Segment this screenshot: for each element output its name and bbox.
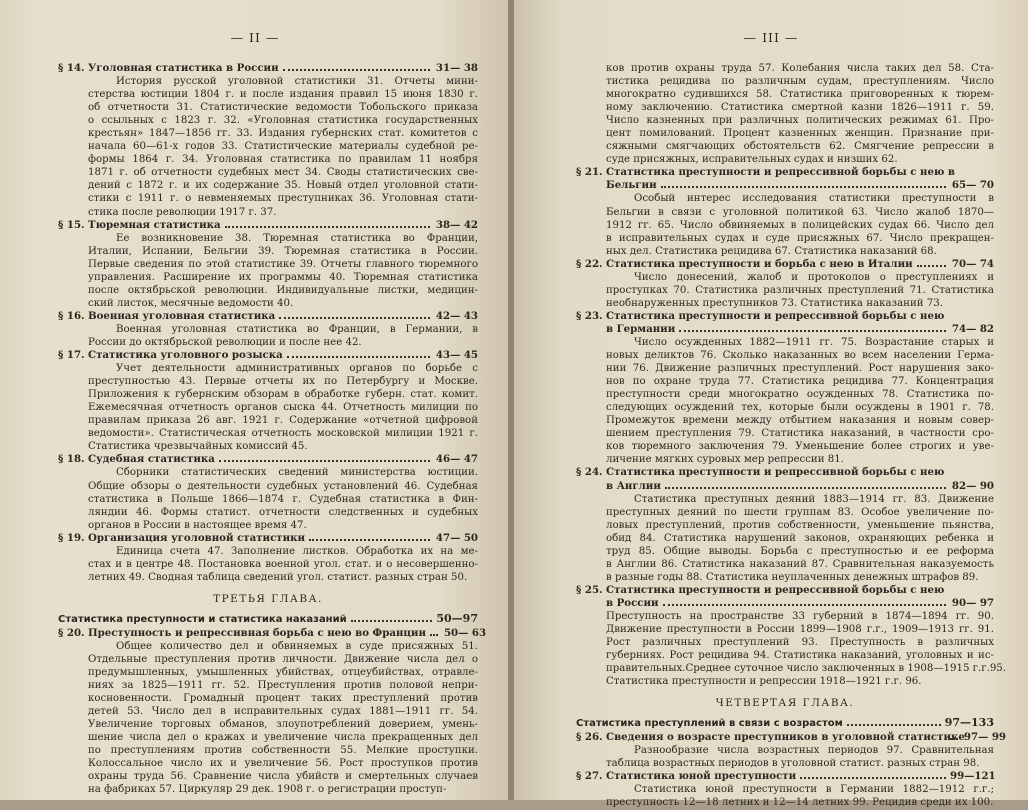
page-range: 31— 38 xyxy=(435,62,478,74)
entry-description: косновенности. Громадный процент таких преступлений против xyxy=(88,693,478,705)
section-number: § 20. xyxy=(58,626,85,639)
section-number: § 24. xyxy=(576,466,603,479)
section-number: § 17. xyxy=(58,349,85,362)
toc-entry xyxy=(576,323,994,336)
entry-title: в России xyxy=(606,596,659,609)
entry-description: стики с 1911 г. о невменяемых преступниках 36. Уголовная стати- xyxy=(88,193,478,205)
entry-description: преступностью 43. Первые отчеты их по Петербургу и Москве. xyxy=(88,376,478,388)
toc-entry xyxy=(576,597,994,610)
entry-description: Движение преступности в России 1899—1908 г.г., 1909—1913 гг. 91. xyxy=(606,624,994,636)
entry-description: Промежуток времени между отбытием наказания и новым совер- xyxy=(606,415,994,427)
entry-description: стика после революции 1917 г. 37. xyxy=(88,206,277,218)
page-range: 65— 70 xyxy=(951,179,994,192)
chapter-heading: ТРЕТЬЯ ГЛАВА. xyxy=(213,592,323,605)
entry-description: ляндии 46. Формы статист. отчетности следственных и судебных xyxy=(88,506,478,518)
entry-title: Организация уголовной статистики xyxy=(88,531,306,544)
entry-description: правилам приказа 26 авг. 1921 г. Содержание «отчетной цифровой xyxy=(88,415,478,427)
entry-description: Статистика чрезвычайных комиссий 45. xyxy=(88,441,308,453)
entry-description: дений с 1872 г. и их содержание 35. Новый отдел уголовной стати- xyxy=(88,180,478,192)
entry-title: Бельгии xyxy=(606,179,657,192)
entry-description: Италии, Испании, Бельгии 39. Тюремная статистика в России. xyxy=(88,245,478,257)
entry-description: на фабриках 57. Циркуляр 29 дек. 1908 г. о регистрации проступ- xyxy=(88,784,447,796)
dot-leader xyxy=(351,620,433,622)
entry-description: следующих осуждений тех, которые были осуждены в 1901 г. 78. xyxy=(606,402,994,414)
entry-description: органов в России в настоящее время 47. xyxy=(88,519,307,531)
entry-description: Особый интерес исследования статистики преступности в xyxy=(634,193,994,205)
entry-description: правительных.Среднее суточное число заключенных в 1908—1915 г.г.95. xyxy=(606,663,1007,675)
entry-description: Военная уголовная статистика во Франции, в Германии, в xyxy=(116,323,478,335)
entry-description: охраны труда 56. Сравнение числа убийств и смертельных случаев xyxy=(88,771,478,783)
entry-description: преступность 12—18 летних и 12—14 летних 99. Рецидив среди их 100. xyxy=(606,797,994,809)
section-number: § 26. xyxy=(576,731,603,744)
section-number: § 27. xyxy=(576,770,603,783)
entry-description: предумышленных, умышленных убийствах, отцеубийствах, отравле- xyxy=(88,667,478,679)
entry-description: Единица счета 47. Заполнение листков. Обработка их на ме- xyxy=(116,545,478,557)
entry-description: губерниях. Рост рецидива 94. Статистика наказаний, уголовных и ис- xyxy=(606,650,994,662)
section-number: § 16. xyxy=(58,309,85,322)
entry-description: шение числа дел о кражах и увеличение числа прекращенных дел xyxy=(88,732,478,744)
toc-entry xyxy=(58,626,487,640)
entry-description: Преступность на пространстве 33 губерний в 1874—1894 гг. 90. xyxy=(606,610,994,622)
entry-description: детей 53. Число дел в исправительных судах 1881—1911 гг. 54. xyxy=(88,706,478,718)
dot-leader xyxy=(287,356,430,358)
page-range: 42— 43 xyxy=(435,309,478,322)
right-page xyxy=(514,0,1028,809)
page-range: 99—121 xyxy=(950,770,996,783)
entry-description: Число казненных при различных политических режимах 61. Про- xyxy=(606,115,994,127)
dot-leader xyxy=(665,487,946,489)
entry-description: Увеличение торговых обманов, злоупотреблений доверием, умень- xyxy=(88,719,478,731)
entry-description: преступных деяний по шести группам 83. Особое увеличение по- xyxy=(606,506,994,518)
dot-leader xyxy=(663,604,946,606)
page-range: 38— 42 xyxy=(435,218,478,231)
page-range: 50—97 xyxy=(436,611,478,625)
entry-description: Сборники статистических сведений министерства юстиции. xyxy=(116,467,478,479)
page-range: 97—133 xyxy=(944,716,994,730)
left-page xyxy=(0,0,510,800)
toc-entry xyxy=(58,349,478,362)
entry-description: в исправительных судах и суде присяжных 67. Число прекращен- xyxy=(606,232,994,244)
entry-title: Статистика преступности и репрессивной борьбы с нею xyxy=(606,466,945,479)
dot-leader xyxy=(283,69,430,71)
entry-description: многократно судившихся 58. Статистика приговоренных к тюрем- xyxy=(606,89,994,101)
entry-description: 1912 гг. 65. Число обвиняемых в полицейских судах 66. Число дел xyxy=(606,219,994,231)
entry-title: Военная уголовная статистика xyxy=(88,309,276,322)
toc-entry xyxy=(58,310,478,323)
entry-description: ков против охраны труда 57. Колебания числа таких дел 58. Ста- xyxy=(606,63,994,74)
entry-description: обид 84. Статистика нарушений законов, охраняющих ребенка и xyxy=(606,532,994,544)
entry-title: Преступность и репрессивная борьба с нею во Франции xyxy=(88,626,427,639)
toc-entry xyxy=(58,219,478,232)
entry-description: Разнообразие числа возрастных периодов 97. Сравнительная xyxy=(634,745,994,757)
table-of-contents-right xyxy=(576,62,1007,810)
toc-entry xyxy=(576,731,1006,744)
entry-description: суде присяжных, исправительных судах и низших 62. xyxy=(606,154,898,166)
page-range: 82— 90 xyxy=(951,479,994,492)
entry-description: ловых преступлений, против собственности, уменьшение пьянства, xyxy=(606,519,994,531)
entry-description: Первые сведения по этой статистике 39. Отчеты главного тюремного xyxy=(88,258,478,270)
entry-description: ский листок, месячные ведомости 40. xyxy=(88,297,294,309)
entry-description: об отчетности 31. Статистические ведомости Тобольского приказа xyxy=(88,102,478,114)
toc-entry xyxy=(576,584,994,597)
entry-title: Уголовная статистика в России xyxy=(88,62,279,74)
entry-description: шением преступления 79. Статистика наказаний, в частности сро- xyxy=(606,428,994,440)
toc-entry xyxy=(576,770,994,783)
entry-description: Ее возникновение 38. Тюремная статистика во Франции, xyxy=(116,232,478,244)
entry-title: в Англии xyxy=(606,479,661,492)
dot-leader xyxy=(430,634,438,636)
page-range: 97— 99 xyxy=(963,731,1006,744)
entry-title: Статистика преступности и борьба с нею в Италии xyxy=(606,257,913,270)
entry-description: личение мягких суровых мер репрессии 81. xyxy=(606,454,844,466)
dot-leader xyxy=(279,317,430,319)
entry-description: Приложения к губернским обзорам в обработке губерн. стат. комит. xyxy=(88,389,478,401)
page-range: 46— 47 xyxy=(435,453,478,466)
toc-entry xyxy=(576,179,994,192)
page-range: 50— 63 xyxy=(443,626,487,639)
dot-leader xyxy=(309,539,430,541)
toc-entry xyxy=(58,62,478,75)
entry-description: нов по охране труда 77. Статистика рецидива 77. Концентрация xyxy=(606,376,994,388)
entry-title: Сведения о возрасте преступников в уголовной статистике xyxy=(606,731,965,744)
entry-title: Судебная статистика xyxy=(88,453,215,466)
entry-description: о ссыльных с 1823 г. 32. «Уголовная статистика государственных xyxy=(88,115,478,127)
page-range: 47— 50 xyxy=(435,531,478,544)
entry-description: необнаруженных преступников 73. Статистика наказаний 73. xyxy=(606,297,943,309)
chapter-title-text: Статистика преступлений в связи с возрастом xyxy=(576,718,843,730)
entry-description: сяжными смягчающих обстоятельств 62. Смягчение репрессии в xyxy=(606,141,994,153)
entry-description: Общие обзоры о деятельности судебных установлений 46. Судебная xyxy=(88,480,478,492)
entry-title: Статистика юной преступности xyxy=(606,770,797,783)
page-range: 70— 74 xyxy=(951,257,994,270)
toc-entry xyxy=(576,466,994,479)
entry-description: в разные годы 88. Статистика неуплаченных денежных штрафов 89. xyxy=(606,571,979,583)
entry-description: в Англии 86. Статистика наказаний 87. Сравнительная наказуемость xyxy=(606,558,994,570)
entry-description: после октябрьской революции. Индивидуальные листки, медицин- xyxy=(88,284,478,296)
entry-description: ведомости». Статистическая отчетность московской милиции 1921 г. xyxy=(88,428,478,440)
entry-description: Учет деятельности административных органов по борьбе с xyxy=(116,363,478,375)
dot-leader xyxy=(661,186,946,188)
dot-leader xyxy=(917,265,946,267)
section-number: § 19. xyxy=(58,531,85,544)
table-of-contents-left xyxy=(58,62,487,796)
entry-description: Бельгии в связи с уголовной политикой 63. Число жалоб 1870— xyxy=(606,206,994,218)
entry-title: в Германии xyxy=(606,322,676,335)
entry-description: Число донесений, жалоб и протоколов о преступлениях и xyxy=(634,271,994,283)
entry-description: начала 60—61-х годов 33. Статистические материалы судебной ре- xyxy=(88,141,478,153)
entry-description: нии 76. Движение различных преступлений. Рост нарушения зако- xyxy=(606,363,994,375)
dot-leader xyxy=(219,460,430,462)
section-number: § 18. xyxy=(58,453,85,466)
section-number: § 15. xyxy=(58,218,85,231)
entry-title: Тюремная статистика xyxy=(88,218,221,231)
entry-description: преступности среди многократно осужденных 78. Статистика по- xyxy=(606,389,994,401)
entry-description: труд 85. Общие выводы. Борьба с преступностью и ее реформа xyxy=(606,545,994,557)
chapter-title xyxy=(576,716,994,731)
toc-entry xyxy=(576,258,994,271)
entry-description: стах и в центре 48. Постановка военной угол. стат. и о несовершенно- xyxy=(88,558,478,570)
entry-description: Отдельные преступления против личности. Движение числа дел о xyxy=(88,653,478,665)
entry-description: по преступлениям против собственности 55. Мелкие проступки. xyxy=(88,745,478,757)
entry-description: таблица возрастных периодов в уголовной статист. разных стран 98. xyxy=(606,758,980,770)
entry-description: ков тюремного заключения 79. Уменьшение более строгих и уве- xyxy=(606,441,994,453)
page-number: — II — xyxy=(230,30,280,45)
entry-description: ниях за 1825—1911 гг. 52. Преступления против половой непри- xyxy=(88,680,478,692)
entry-description: статистика в Польше 1866—1874 г. Судебная статистика в Фин- xyxy=(88,493,478,505)
entry-title: Статистика преступности и репрессивной борьбы с нею xyxy=(606,583,945,596)
dot-leader xyxy=(950,738,958,740)
entry-description: Ежемесячная отчетность органов сыска 44. Отчетность милиции по xyxy=(88,402,478,414)
entry-description: Общее количество дел и обвиняемых в суде присяжных 51. xyxy=(116,640,478,652)
entry-description: Статистика юной преступности в Германии 1882—1912 г.г.; xyxy=(634,784,994,796)
toc-entry xyxy=(58,453,478,466)
entry-description: Статистика преступности и репрессии 1918—1921 г.г. 96. xyxy=(606,676,922,688)
entry-title: Статистика преступности и репрессивной борьбы с нею в xyxy=(606,166,955,179)
dot-leader xyxy=(679,330,946,332)
dot-leader xyxy=(225,226,430,228)
entry-description: новых деликтов 76. Сколько наказанных во всем населении Герма- xyxy=(606,350,994,362)
entry-description: стерства юстиции 1804 г. и после издания правил 15 июня 1830 г. xyxy=(88,89,478,101)
entry-description: управления. Расширение их программы 40. Тюремная статистика xyxy=(88,271,478,283)
entry-description: Рост различных преступлений 93. Преступность в различных xyxy=(606,637,994,649)
toc-entry xyxy=(576,166,994,179)
section-number: § 25. xyxy=(576,583,603,596)
section-number: § 21. xyxy=(576,166,603,179)
entry-description: ных дел. Статистика рецидива 67. Статистика наказаний 68. xyxy=(606,245,937,257)
entry-description: летних 49. Сводная таблица сведений угол. статист. разных стран 50. xyxy=(88,571,468,583)
toc-entry xyxy=(576,310,994,323)
entry-description: Число осужденных 1882—1911 гг. 75. Возрастание старых и xyxy=(634,336,994,348)
entry-description: тистика рецидива по различным судам, преступлениям. Число xyxy=(606,76,994,88)
section-number: § 14. xyxy=(58,62,85,74)
chapter-title xyxy=(58,612,478,627)
entry-title: Статистика уголовного розыска xyxy=(88,349,283,362)
dot-leader xyxy=(800,777,946,779)
entry-description: России до октябрьской революции и после нее 42. xyxy=(88,336,362,348)
entry-title: Статистика преступности и репрессивной борьбы с нею xyxy=(606,309,945,322)
entry-description: крестьян» 1847—1856 гг. 33. Издания губернских стат. комитетов с xyxy=(88,128,478,140)
entry-description: проступках 70. Статистика различных преступлений 71. Статистика xyxy=(606,284,994,296)
toc-entry xyxy=(58,532,478,545)
section-number: § 22. xyxy=(576,257,603,270)
dot-leader xyxy=(847,724,941,726)
entry-description: ному заключению. Статистика смертной казни 1826—1911 г. 59. xyxy=(606,102,994,114)
page-number: — III — xyxy=(743,30,799,45)
chapter-heading: ЧЕТВЕРТАЯ ГЛАВА. xyxy=(715,697,855,710)
entry-description: Колоссальное число их и увеличение 56. Рост проступков против xyxy=(88,758,478,770)
page-range: 43— 45 xyxy=(435,349,478,362)
entry-description: Статистика преступных деяний 1883—1914 гг. 83. Движение xyxy=(634,493,994,505)
entry-description: формы 1864 г. 34. Уголовная статистика по правилам 11 ноября xyxy=(88,154,478,166)
section-number: § 23. xyxy=(576,309,603,322)
entry-description: История русской уголовной статистики 31. Отчеты мини- xyxy=(116,76,478,88)
entry-description: цент помилований. Процент казненных женщин. Признание при- xyxy=(606,128,994,140)
toc-entry xyxy=(576,480,994,493)
chapter-title-text: Статистика преступности и статистика наказаний xyxy=(58,613,347,625)
page-range: 90— 97 xyxy=(951,596,994,609)
entry-description: 1871 г. об отчетности судебных мест 34. Своды статистических све- xyxy=(88,167,478,179)
page-range: 74— 82 xyxy=(951,322,994,335)
